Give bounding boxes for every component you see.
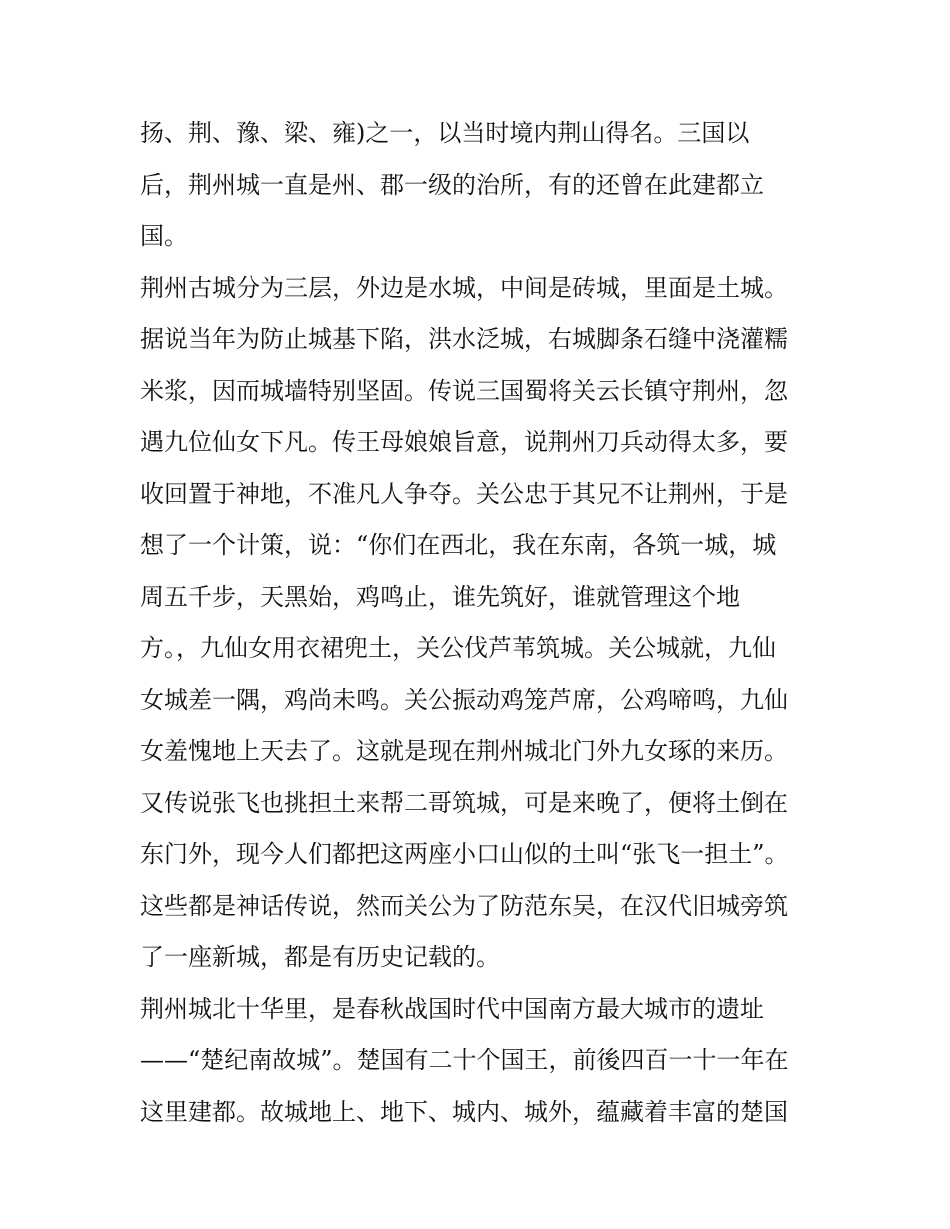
text-line: 这些都是神话传说，然而关公为了防范东吴，在汉代旧城旁筑 (140, 891, 788, 920)
text-line: 方。，九仙女用衣裙兜土，关公伐芦苇筑城。关公城就，九仙 (140, 634, 776, 662)
text-line: 收回置于神地，不准凡人争夺。关公忠于其兄不让荆州，于是 (140, 479, 788, 508)
text-line: 这里建都。故城地上、地下、城内、城外，蕴藏着丰富的楚国 (140, 1097, 788, 1126)
text-line: 女羞愧地上天去了。这就是现在荆州城北门外九女琢的来历。 (140, 737, 788, 765)
text-line: 周五千步，天黑始，鸡鸣止，谁先筑好，谁就管理这个地 (140, 582, 740, 611)
text-line: 遇九位仙女下凡。传王母娘娘旨意，说荆州刀兵动得太多，要 (140, 428, 788, 456)
text-line: 东门外，现今人们都把这两座小口山似的土叫“张飞一担土”。 (140, 840, 789, 868)
text-line: 荆州城北十华里，是春秋战国时代中国南方最大城市的遗址 (140, 994, 764, 1023)
text-line: 了一座新城，都是有历史记载的。 (140, 943, 500, 971)
text-line: 扬、荆、豫、梁、雍)之一，以当时境内荆山得名。三国以 (140, 119, 750, 147)
text-line: 国。 (140, 222, 188, 250)
text-line: 荆州古城分为三层，外边是水城，中间是砖城，里面是土城。 (140, 273, 788, 302)
text-line: 女城差一隅，鸡尚未鸣。关公振动鸡笼芦席，公鸡啼鸣，九仙 (140, 685, 788, 714)
text-line: 后，荆州城一直是州、郡一级的治所，有的还曾在此建都立 (140, 170, 764, 199)
text-line: 据说当年为防止城基下陷，洪水泛城，右城脚条石缝中浇灌糯 (140, 325, 788, 353)
text-line: 想了一个计策，说：“你们在西北，我在东南，各筑一城，城 (140, 531, 777, 559)
body-text (140, 108, 820, 1138)
text-line: ——“楚纪南故城”。楚国有二十个国王，前後四百一十一年在 (140, 1046, 789, 1074)
text-line: 又传说张飞也挑担土来帮二哥筑城，可是来晚了，便将土倒在 (140, 788, 788, 817)
text-line: 米浆，因而城墙特别坚固。传说三国蜀将关云长镇守荆州，忽 (140, 376, 788, 405)
